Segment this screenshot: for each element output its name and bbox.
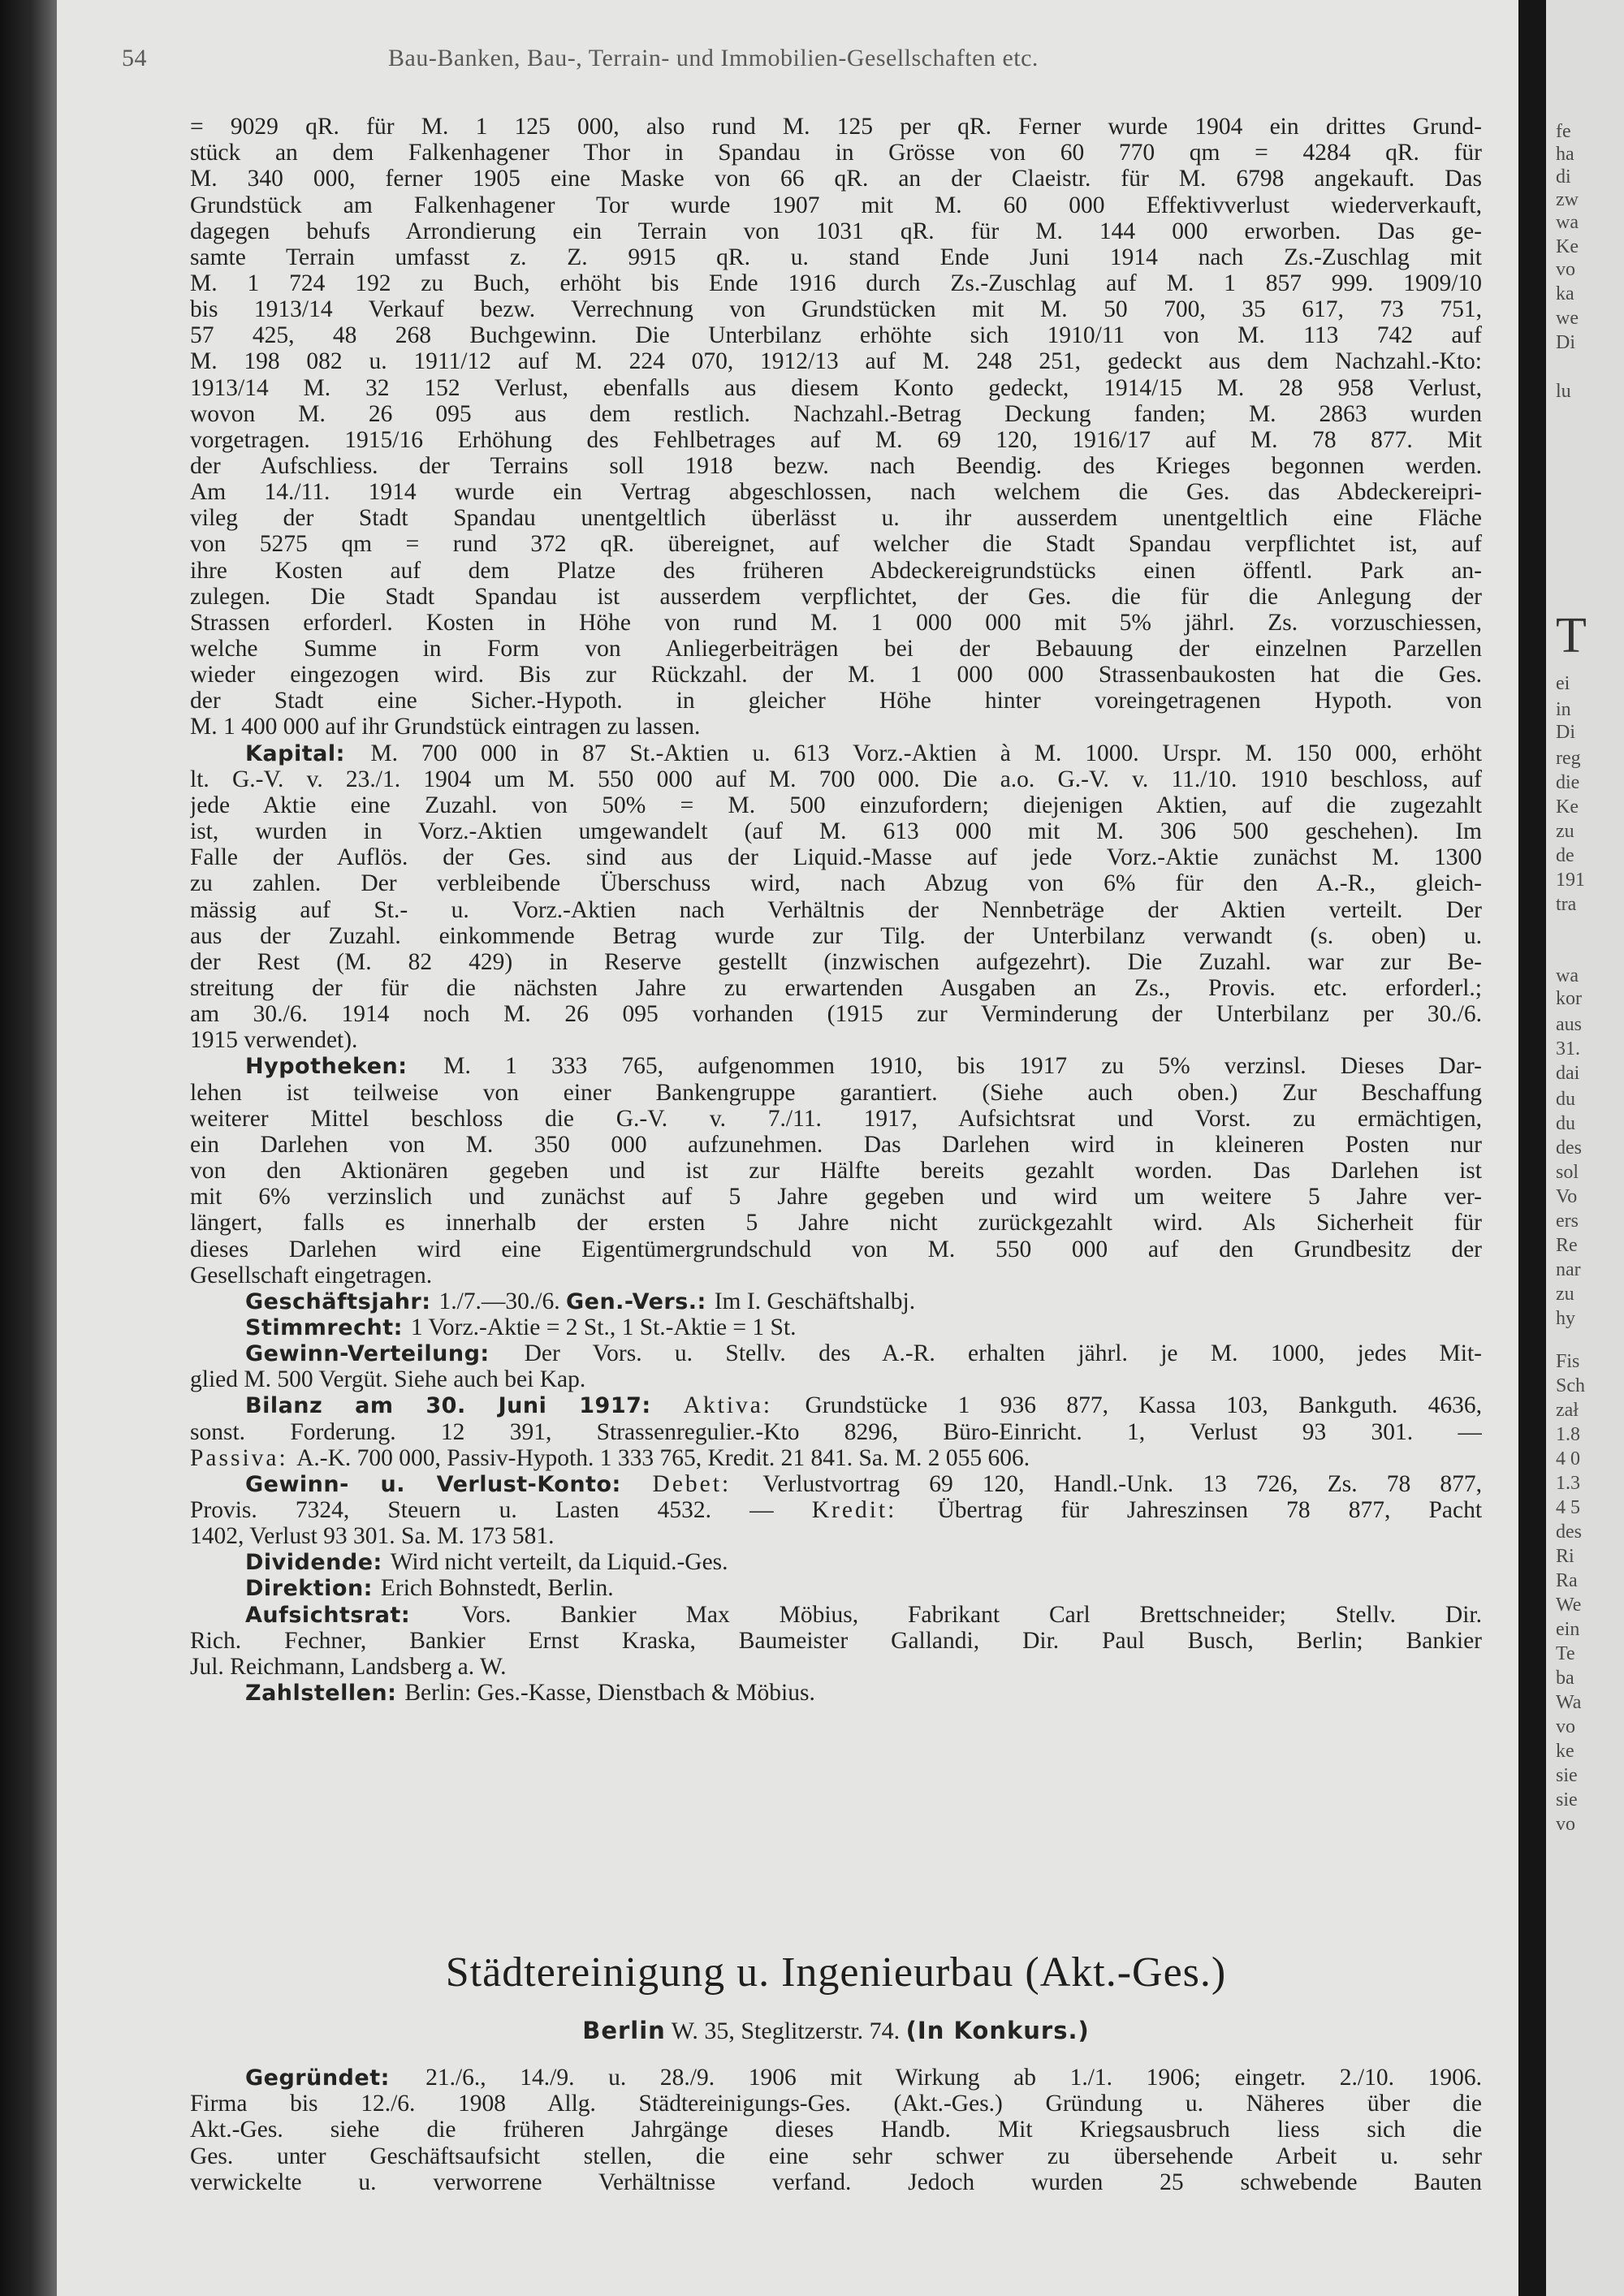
guv-line xyxy=(190,1497,1482,1523)
hypotheken-line xyxy=(190,1158,1482,1184)
adjacent-page-text: vo xyxy=(1556,1716,1575,1737)
kapital-label: Kapital: xyxy=(245,740,371,766)
kapital-text: lt. G.-V. v. 23./1. 1904 um M. 550 000 auf M. 700 000. Die a.o. G.-V. v. 11./10. 1910 beschloss, auf xyxy=(190,766,1482,792)
text-span: vileg der Stadt Spandau unentgeltlich überlässt u. ihr ausserdem unentgeltlich eine Fläche xyxy=(190,505,1482,532)
company2-line xyxy=(190,2091,1482,2117)
adjacent-page-text: kor xyxy=(1556,988,1582,1009)
bilanz-label: Bilanz am 30. Juni 1917: xyxy=(245,1393,684,1419)
gewinn-verteilung-line xyxy=(245,1340,1482,1366)
adjacent-page-text: Sch xyxy=(1556,1375,1585,1396)
text-span: Strassen erforderl. Kosten in Höhe von rund M. 1 000 000 mit 5% jährl. Zs. vorzuschiessen, xyxy=(190,609,1482,636)
adjacent-page-text: wa xyxy=(1556,965,1579,986)
guv-text: Provis. 7324, Steuern u. Lasten 4532. — xyxy=(190,1497,812,1523)
text-span: M. 198 082 u. 1911/12 auf M. 224 070, 1912/13 auf M. 248 251, gedeckt aus dem Nachzahl.-Kto: xyxy=(190,348,1482,375)
company2-line xyxy=(190,2143,1482,2169)
stimmrecht-label: Stimmrecht: xyxy=(245,1314,411,1340)
adjacent-page-text: tra xyxy=(1556,894,1577,915)
paragraph-line xyxy=(190,662,1482,688)
aufsichtsrat-line xyxy=(190,1654,1482,1680)
geschaeftsjahr-value: 1./7.—30./6. xyxy=(438,1288,566,1314)
hypotheken-text: ein Darlehen von M. 350 000 aufzunehmen. Das Darlehen wird in kleineren Posten nur xyxy=(190,1131,1482,1158)
adjacent-page-text: 191 xyxy=(1556,870,1585,891)
kapital-text: der Rest (M. 82 429) in Reserve gestellt (inzwischen aufgezehrt). Die Zuzahl. war zur Be- xyxy=(190,948,1482,975)
paragraph-line xyxy=(190,479,1482,505)
adjacent-page-text: Di xyxy=(1556,722,1575,743)
bilanz-text: Grundstücke 1 936 877, Kassa 103, Bankguth. 4636, xyxy=(805,1392,1482,1419)
company2-text: verwickelte u. verworrene Verhältnisse verfand. Jedoch wurden 25 schwebende Bauten xyxy=(190,2169,1482,2195)
kapital-line xyxy=(190,766,1482,792)
company-title: Städtereinigung u. Ingenieurbau (Akt.-Ges.) xyxy=(445,1949,1227,1996)
aufsichtsrat-line xyxy=(245,1602,1482,1628)
direktion-label: Direktion: xyxy=(245,1576,381,1602)
adjacent-page-text: die xyxy=(1556,772,1580,793)
paragraph-line xyxy=(190,688,1482,714)
paragraph-line xyxy=(190,558,1482,584)
adjacent-page-text: ha xyxy=(1556,144,1574,165)
paragraph-line xyxy=(190,531,1482,557)
adjacent-page-text: Wa xyxy=(1556,1692,1582,1713)
kapital-text: Falle der Auflös. der Ges. sind aus der Liquid.-Masse auf jede Vorz.-Aktie zunächst M. 1300 xyxy=(190,844,1482,871)
guv-text: 1402, Verlust 93 301. Sa. M. 173 581. xyxy=(190,1523,555,1550)
guv-line xyxy=(245,1471,1482,1497)
kapital-text: am 30./6. 1914 noch M. 26 095 vorhanden (1915 zur Verminderung der Unterbilanz per 30./6. xyxy=(190,1001,1482,1028)
bilanz-line xyxy=(245,1392,1482,1418)
adjacent-page-text: di xyxy=(1556,166,1571,188)
paragraph-line xyxy=(190,322,1482,348)
kapital-text: M. 700 000 in 87 St.-Aktien u. 613 Vorz.-Aktien à M. 1000. Urspr. M. 150 000, erhöht xyxy=(370,740,1482,766)
adjacent-page-text: du xyxy=(1556,1089,1575,1110)
adjacent-page-text: nar xyxy=(1556,1259,1581,1280)
aktiva-label: Aktiva: xyxy=(683,1392,806,1419)
paragraph-line xyxy=(190,636,1482,662)
stimmrecht-line xyxy=(245,1314,1482,1340)
gewinn-verteilung-line xyxy=(190,1366,1482,1392)
paragraph-line xyxy=(190,348,1482,374)
text-span: Grundstück am Falkenhagener Tor wurde 1907 mit M. 60 000 Effektivverlust wiederverkauft, xyxy=(190,192,1482,218)
paragraph-line xyxy=(190,296,1482,322)
adjacent-page-text: Di xyxy=(1556,332,1575,353)
kapital-text: mässig auf St.- u. Vorz.-Aktien nach Verhältnis der Nennbeträge der Aktien verteilt. Der xyxy=(190,896,1482,923)
company2-text: Firma bis 12./6. 1908 Allg. Städtereinigungs-Ges. (Akt.-Ges.) Gründung u. Näheres über die xyxy=(190,2091,1482,2117)
hypotheken-line xyxy=(190,1236,1482,1262)
aufsichtsrat-line xyxy=(190,1628,1482,1654)
guv-line xyxy=(190,1523,1482,1549)
direktion-line xyxy=(245,1575,1482,1601)
company2-line xyxy=(190,2117,1482,2143)
text-span: samte Terrain umfasst z. Z. 9915 qR. u. stand Ende Juni 1914 nach Zs.-Zuschlag mit xyxy=(190,244,1482,270)
adjacent-page-text: sie xyxy=(1556,1765,1578,1786)
bilanz-line xyxy=(190,1445,1482,1471)
company2-line xyxy=(190,2169,1482,2195)
adjacent-page-text: ba xyxy=(1556,1668,1574,1689)
adjacent-page-text: Re xyxy=(1556,1235,1578,1256)
running-title: Bau-Banken, Bau-, Terrain- und Immobilien-Gesellschaften etc. xyxy=(388,45,1039,71)
kapital-line xyxy=(190,1001,1482,1027)
guv-label: Gewinn- u. Verlust-Konto: xyxy=(245,1471,653,1497)
kapital-text: aus der Zuzahl. einkommende Betrag wurde zur Tilg. der Unterbilanz verwandt (s. oben) u. xyxy=(190,922,1482,949)
kapital-text: jede Aktie eine Zuzahl. von 50% = M. 500 einzufordern; diejenigen Aktien, auf die zugezahlt xyxy=(190,792,1482,818)
adjacent-page-text: we xyxy=(1556,308,1579,329)
adjacent-page-text: ke xyxy=(1556,1741,1574,1762)
adjacent-page-text: Vo xyxy=(1556,1186,1578,1207)
text-span: welche Summe in Form von Anliegerbeiträgen bei der Bebauung der einzelnen Parzellen xyxy=(190,636,1482,662)
bilanz-line xyxy=(190,1419,1482,1445)
adjacent-page-text: hy xyxy=(1556,1308,1575,1329)
kapital-line xyxy=(245,740,1482,766)
paragraph-line xyxy=(190,192,1482,218)
aufsichtsrat-text: Rich. Fechner, Bankier Ernst Kraska, Baumeister Gallandi, Dir. Paul Busch, Berlin; Bankier xyxy=(190,1627,1482,1654)
hypotheken-text: mit 6% verzinslich und zunächst auf 5 Jahre gegeben und wird um weitere 5 Jahre ver- xyxy=(190,1184,1482,1211)
kapital-line xyxy=(190,792,1482,818)
text-span: 1913/14 M. 32 152 Verlust, ebenfalls aus diesem Konto gedeckt, 1914/15 M. 28 958 Verlust, xyxy=(190,374,1482,401)
adjacent-page-text: Ke xyxy=(1556,796,1579,818)
gewinn-verteilung-text: glied M. 500 Vergüt. Siehe auch bei Kap. xyxy=(190,1366,586,1393)
hypotheken-line xyxy=(190,1080,1482,1106)
adjacent-page-text: Fis xyxy=(1556,1351,1580,1372)
adjacent-page-text: zał xyxy=(1556,1400,1579,1421)
text-span: Am 14./11. 1914 wurde ein Vertrag abgeschlossen, nach welchem die Ges. das Abdeckereipri- xyxy=(190,479,1482,506)
genvers-value: Im I. Geschäftshalbj. xyxy=(714,1288,916,1314)
paragraph-line xyxy=(190,427,1482,453)
adjacent-page-text: Ke xyxy=(1556,236,1579,257)
zahlstellen-label: Zahlstellen: xyxy=(245,1681,405,1706)
text-span: ihre Kosten auf dem Platze des früheren Abdeckereigrundstücks einen öffentl. Park an- xyxy=(190,557,1482,584)
page-number: 54 xyxy=(122,45,147,71)
adjacent-page-text: sie xyxy=(1556,1789,1578,1810)
adjacent-page-text: Te xyxy=(1556,1643,1575,1664)
text-span: M. 1 724 192 zu Buch, erhöht bis Ende 1916 durch Zs.-Zuschlag auf M. 1 857 999. 1909/10 xyxy=(190,270,1482,296)
text-span: vorgetragen. 1915/16 Erhöhung des Fehlbetrages auf M. 69 120, 1916/17 auf M. 78 877. Mit xyxy=(190,426,1482,453)
dividende-label: Dividende: xyxy=(245,1550,391,1576)
hypotheken-text: lehen ist teilweise von einer Bankengruppe garantiert. (Siehe auch oben.) Zur Beschaffung xyxy=(190,1079,1482,1106)
company2-line xyxy=(245,2065,1482,2091)
adjacent-page-text: ein xyxy=(1556,1619,1580,1640)
paragraph-line xyxy=(190,610,1482,636)
company2-text: Akt.-Ges. siehe die früheren Jahrgänge dieses Handb. Mit Kriegsausbruch liess sich die xyxy=(190,2117,1482,2143)
gewinn-verteilung-text: Der Vors. u. Stellv. des A.-R. erhalten jährl. je M. 1000, jedes Mit- xyxy=(524,1340,1482,1367)
direktion-value: Erich Bohnstedt, Berlin. xyxy=(380,1575,614,1602)
adjacent-page-text: fe xyxy=(1556,121,1571,142)
hypotheken-line xyxy=(190,1210,1482,1236)
text-span: der Aufschliess. der Terrains soll 1918 bezw. nach Beendig. des Krieges begonnen werden. xyxy=(190,452,1482,479)
adjacent-page-text: ei xyxy=(1556,673,1570,694)
adjacent-page-text: ka xyxy=(1556,283,1574,304)
text-span: stück an dem Falkenhagener Thor in Spandau in Grösse von 60 770 qm = 4284 qR. für xyxy=(190,140,1482,166)
kapital-line xyxy=(190,975,1482,1001)
gewinn-verteilung-label: Gewinn-Verteilung: xyxy=(245,1341,525,1367)
debet-label: Debet: xyxy=(652,1470,763,1497)
adjacent-page-text: Ra xyxy=(1556,1570,1578,1591)
text-span: dagegen behufs Arrondierung ein Terrain von 1031 qR. für M. 144 000 erworben. Das ge- xyxy=(190,218,1482,244)
adjacent-page-text: 1.8 xyxy=(1556,1424,1580,1445)
kredit-label: Kredit: xyxy=(811,1497,938,1523)
passiva-label: Passiva: xyxy=(190,1444,297,1471)
adjacent-page-text: Ri xyxy=(1556,1546,1574,1567)
dividende-value: Wird nicht verteilt, da Liquid.-Ges. xyxy=(390,1549,728,1576)
adjacent-page-text: dai xyxy=(1556,1063,1580,1084)
aufsichtsrat-label: Aufsichtsrat: xyxy=(245,1602,462,1628)
adjacent-page-text: 4 5 xyxy=(1556,1497,1580,1518)
hypotheken-text: M. 1 333 765, aufgenommen 1910, bis 1917 zu 5% verzinsl. Dieses Dar- xyxy=(443,1053,1482,1080)
guv-text: Übertrag für Jahreszinsen 78 877, Pacht xyxy=(937,1497,1482,1523)
gegruendet-label: Gegründet: xyxy=(245,2065,426,2091)
hypotheken-label: Hypotheken: xyxy=(245,1054,444,1080)
adjacent-page-text: reg xyxy=(1556,748,1581,769)
adjacent-page-text: du xyxy=(1556,1113,1575,1134)
adjacent-page-text: des xyxy=(1556,1521,1582,1543)
adjacent-page-text: ers xyxy=(1556,1211,1579,1232)
text-span: M. 340 000, ferner 1905 eine Maske von 66 qR. an der Claeistr. für M. 6798 angekauft. Das xyxy=(190,166,1482,192)
hypotheken-line xyxy=(245,1053,1482,1079)
aufsichtsrat-text: Jul. Reichmann, Landsberg a. W. xyxy=(190,1653,507,1680)
geschaeftsjahr-line xyxy=(245,1288,1482,1314)
paragraph-line xyxy=(190,584,1482,610)
kapital-line xyxy=(190,844,1482,870)
kapital-text: zu zahlen. Der verbleibende Überschuss wird, nach Abzug von 6% für den A.-R., gleich- xyxy=(190,870,1482,897)
paragraph-line xyxy=(190,714,1482,740)
text-span: wieder eingezogen wird. Bis zur Rückzahl. der M. 1 000 000 Strassenbaukosten hat die Ges. xyxy=(190,662,1482,688)
adjacent-page-text: zw xyxy=(1556,189,1579,210)
bilanz-text: sonst. Forderung. 12 391, Strassenregulier.-Kto 8296, Büro-Einricht. 1, Verlust 93 301. — xyxy=(190,1418,1482,1445)
paragraph-line xyxy=(190,401,1482,427)
text-span: 57 425, 48 268 Buchgewinn. Die Unterbilanz erhöhte sich 1910/11 von M. 113 742 auf xyxy=(190,322,1482,349)
paragraph-line xyxy=(190,270,1482,296)
adjacent-page-text: We xyxy=(1556,1595,1582,1616)
adjacent-page-text: 31. xyxy=(1556,1038,1580,1060)
dividende-line xyxy=(245,1549,1482,1575)
kapital-line xyxy=(190,870,1482,896)
aufsichtsrat-text: Vors. Bankier Max Möbius, Fabrikant Carl Brettschneider; Stellv. Dir. xyxy=(461,1601,1482,1628)
hypotheken-text: längert, falls es innerhalb der ersten 5 Jahre nicht zurückgezahlt wird. Als Sicherheit für xyxy=(190,1210,1482,1236)
text-span: zulegen. Die Stadt Spandau ist ausserdem verpflichtet, der Ges. die für die Anlegung der xyxy=(190,583,1482,610)
hypotheken-line xyxy=(190,1184,1482,1210)
text-span: von 5275 qm = rund 372 qR. übereignet, auf welcher die Stadt Spandau verpflichtet ist, auf xyxy=(190,531,1482,558)
hypotheken-line xyxy=(190,1262,1482,1288)
paragraph-line xyxy=(190,140,1482,166)
paragraph-line xyxy=(190,114,1482,140)
paragraph-line xyxy=(190,218,1482,244)
adjacent-page-text: des xyxy=(1556,1137,1582,1159)
paragraph-line xyxy=(190,453,1482,479)
hypotheken-text: von den Aktionären gegeben und ist zur Hälfte bereits gezahlt worden. Das Darlehen ist xyxy=(190,1158,1482,1184)
kapital-text: streitung der für die nächsten Jahre zu erwartenden Ausgaben an Zs., Provis. etc. erforderl.; xyxy=(190,975,1482,1001)
adjacent-page-text: zu xyxy=(1556,821,1574,842)
zahlstellen-line xyxy=(245,1680,1482,1706)
hypotheken-text: weiterer Mittel beschloss die G.-V. v. 7./11. 1917, Aufsichtsrat und Vorst. zu ermächtigen, xyxy=(190,1105,1482,1132)
company-status: (In Konkurs.) xyxy=(905,2017,1090,2044)
text-span: wovon M. 26 095 aus dem restlich. Nachzahl.-Betrag Deckung fanden; M. 2863 wurden xyxy=(190,400,1482,427)
adjacent-page-text: lu xyxy=(1556,381,1571,402)
adjacent-page-text: vo xyxy=(1556,259,1575,280)
zahlstellen-value: Berlin: Ges.-Kasse, Dienstbach & Möbius. xyxy=(404,1680,815,1706)
adjacent-page-text: de xyxy=(1556,845,1574,866)
hypotheken-line xyxy=(190,1106,1482,1132)
genvers-label: Gen.-Vers.: xyxy=(565,1288,715,1314)
paragraph-line xyxy=(190,375,1482,401)
adjacent-page-text: 4 0 xyxy=(1556,1448,1580,1470)
kapital-line xyxy=(190,818,1482,844)
paragraph-line xyxy=(190,244,1482,270)
bilanz-text: A.-K. 700 000, Passiv-Hypoth. 1 333 765, Kredit. 21 841. Sa. M. 2 055 606. xyxy=(296,1444,1030,1471)
company2-text: 21./6., 14./9. u. 28./9. 1906 mit Wirkung ab 1./1. 1906; eingetr. 2./10. 1906. xyxy=(425,2065,1482,2091)
company-address: W. 35, Steglitzerstr. 74. xyxy=(671,2018,901,2044)
adjacent-page-text: aus xyxy=(1556,1014,1582,1035)
hypotheken-text: dieses Darlehen wird eine Eigentümergrundschuld von M. 550 000 auf den Grundbesitz der xyxy=(190,1236,1482,1262)
company-location xyxy=(190,2016,1482,2046)
hypotheken-line xyxy=(190,1132,1482,1158)
company2-text: Ges. unter Geschäftsaufsicht stellen, die eine sehr schwer zu übersehende Arbeit u. sehr xyxy=(190,2143,1482,2169)
text-span: = 9029 qR. für M. 1 125 000, also rund M. 125 per qR. Ferner wurde 1904 ein drittes Grund- xyxy=(190,114,1482,140)
hypotheken-text: Gesellschaft eingetragen. xyxy=(190,1262,433,1288)
kapital-line xyxy=(190,923,1482,949)
kapital-text: 1915 verwendet). xyxy=(190,1027,358,1054)
adjacent-page-text: 1.3 xyxy=(1556,1473,1580,1494)
geschaeftsjahr-label: Geschäftsjahr: xyxy=(245,1288,439,1314)
adjacent-page-text: zu xyxy=(1556,1284,1574,1305)
adjacent-page-text: vo xyxy=(1556,1814,1575,1835)
paragraph-line xyxy=(190,505,1482,531)
adjacent-page-text: wa xyxy=(1556,212,1579,233)
kapital-text: ist, wurden in Vorz.-Aktien umgewandelt (auf M. 613 000 mit M. 306 500 geschehen). Im xyxy=(190,818,1482,844)
kapital-line xyxy=(190,1027,1482,1053)
kapital-line xyxy=(190,949,1482,975)
text-span: M. 1 400 000 auf ihr Grundstück eintragen zu lassen. xyxy=(190,714,701,740)
text-span: der Stadt eine Sicher.-Hypoth. in gleicher Höhe hinter voreingetragenen Hypoth. von xyxy=(190,688,1482,714)
adjacent-page-text: in xyxy=(1556,699,1571,720)
adjacent-page-text: T xyxy=(1556,608,1587,663)
text-span: bis 1913/14 Verkauf bezw. Verrechnung von Grundstücken mit M. 50 700, 35 617, 73 751, xyxy=(190,296,1482,322)
paragraph-line xyxy=(190,166,1482,192)
stimmrecht-value: 1 Vorz.-Aktie = 2 St., 1 St.-Aktie = 1 St. xyxy=(410,1314,797,1340)
company-city: Berlin xyxy=(582,2017,666,2044)
adjacent-page-text: sol xyxy=(1556,1162,1579,1183)
guv-text: Verlustvortrag 69 120, Handl.-Unk. 13 726, Zs. 78 877, xyxy=(762,1470,1482,1497)
kapital-line xyxy=(190,897,1482,923)
